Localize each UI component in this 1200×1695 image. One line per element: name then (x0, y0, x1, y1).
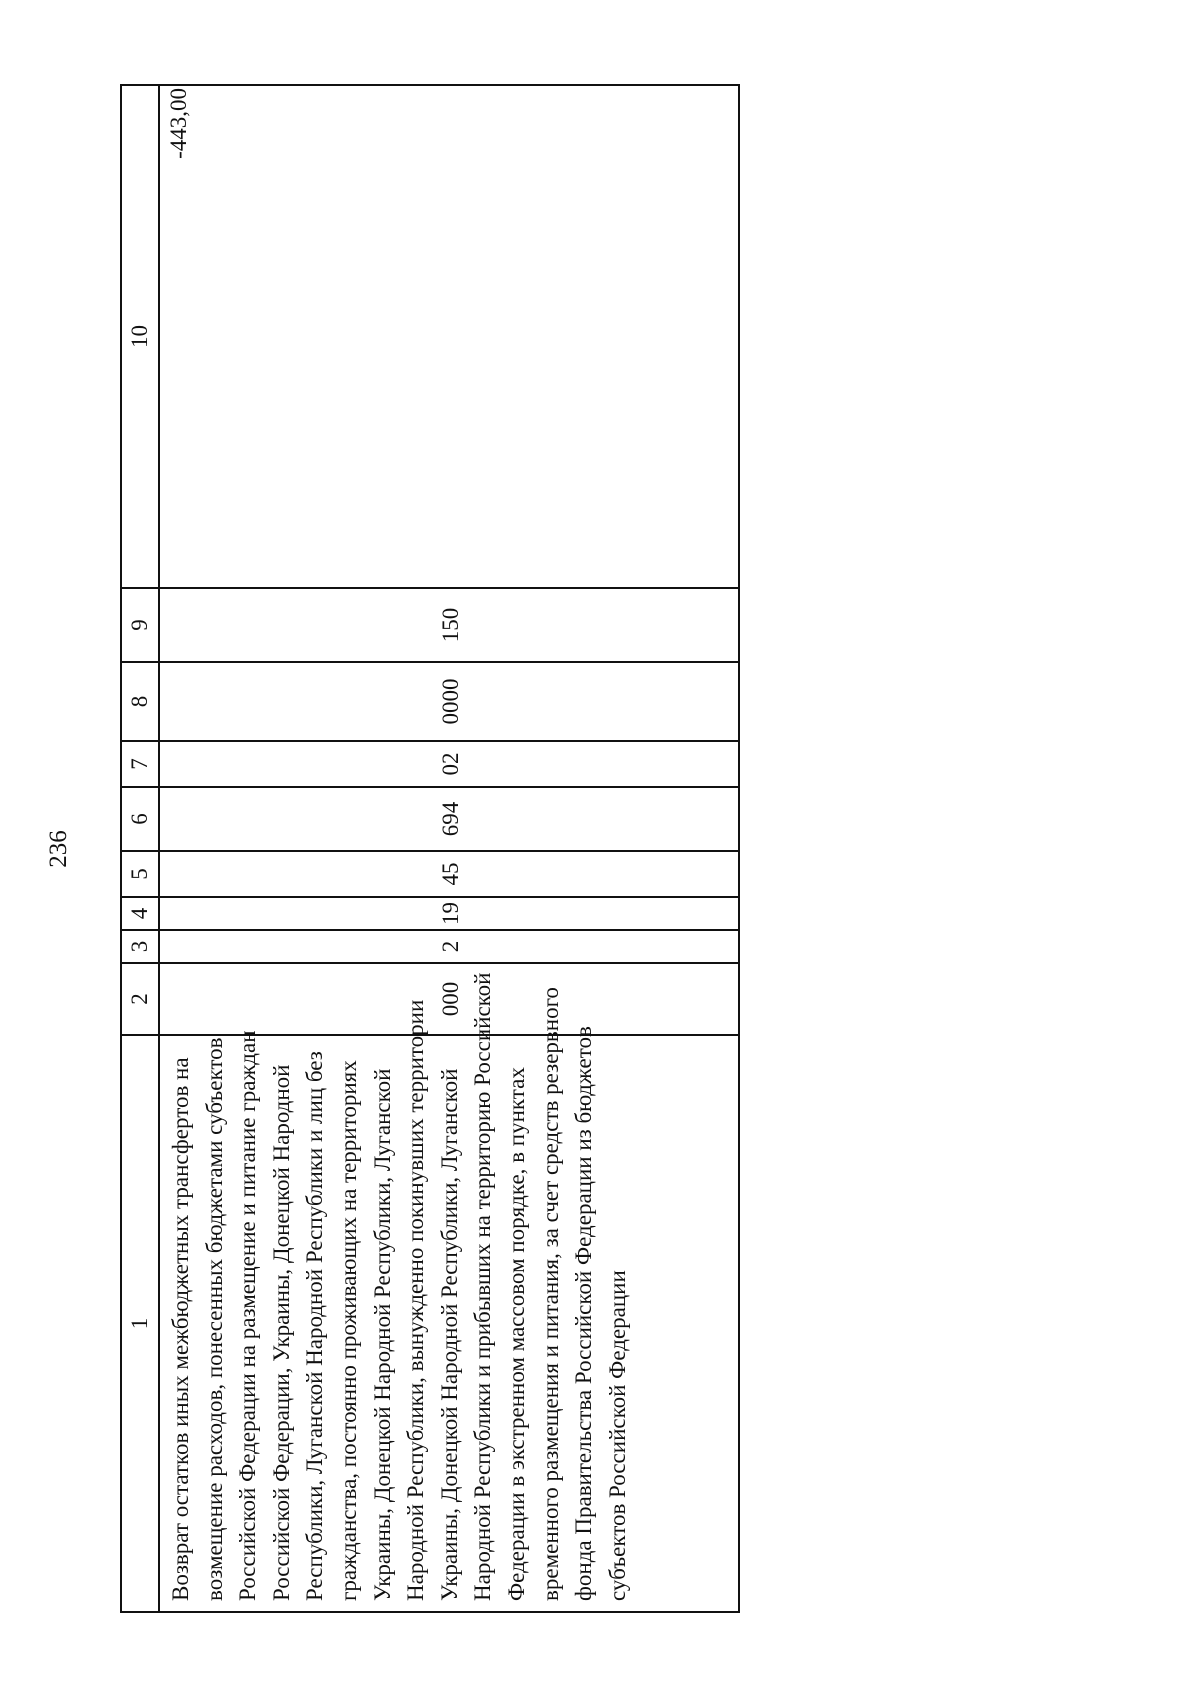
header-col-4: 4 (121, 897, 159, 930)
header-col-9: 9 (121, 588, 159, 662)
description-line: Возврат остатков иных межбюджетных трансфертов на (168, 1057, 193, 1601)
description-line: Украины, Донецкой Народной Республики, Луганской (436, 1068, 462, 1601)
description-line: Российской Федерации на размещение и питание граждан (235, 1030, 261, 1601)
header-col-5: 5 (121, 851, 159, 897)
amount-cell: -443,00 (159, 85, 739, 588)
budget-table (120, 84, 740, 1613)
group-code-cell: 2 (159, 930, 739, 963)
classification-code-cell: 150 (159, 588, 739, 662)
description-line: гражданства, постоянно проживающих на территориях (335, 1060, 361, 1601)
subarticle-code-cell: 694 (159, 787, 739, 851)
admin-code-cell: 000 (159, 963, 739, 1035)
description-line: Народной Республики, вынужденно покинувших территории (403, 999, 429, 1601)
description-line: Республики, Луганской Народной Республики и лиц без (302, 1051, 328, 1601)
header-row (121, 85, 159, 1612)
header-col-6: 6 (121, 787, 159, 851)
table-row (159, 85, 739, 1612)
description-line: фонда Правительства Российской Федерации из бюджетов (571, 1026, 597, 1601)
description-line: временного размещения и питания, за счет средств резервного (537, 987, 563, 1601)
header-col-1: 1 (121, 1035, 159, 1612)
page-number: 236 (45, 830, 72, 868)
budget-table-container (120, 86, 740, 1613)
header-col-8: 8 (121, 662, 159, 741)
header-col-10: 10 (121, 85, 159, 588)
description-line: Народной Республики и прибывших на территорию Российской (470, 972, 496, 1601)
description-line: Федерации в экстренном массовом порядке, в пунктах (503, 1067, 529, 1601)
header-col-3: 3 (121, 930, 159, 963)
description-line: возмещение расходов, понесенных бюджетами субъектов (201, 1037, 227, 1601)
header-col-7: 7 (121, 741, 159, 787)
element-code-cell: 02 (159, 741, 739, 787)
article-code-cell: 45 (159, 851, 739, 897)
description-line: Российской Федерации, Украины, Донецкой Народной (268, 1064, 294, 1601)
description-line: Украины, Донецкой Народной Республики, Луганской (369, 1068, 395, 1601)
program-code-cell: 0000 (159, 662, 739, 741)
subgroup-code-cell: 19 (159, 897, 739, 930)
description-line: субъектов Российской Федерации (604, 1270, 630, 1601)
header-col-2: 2 (121, 963, 159, 1035)
